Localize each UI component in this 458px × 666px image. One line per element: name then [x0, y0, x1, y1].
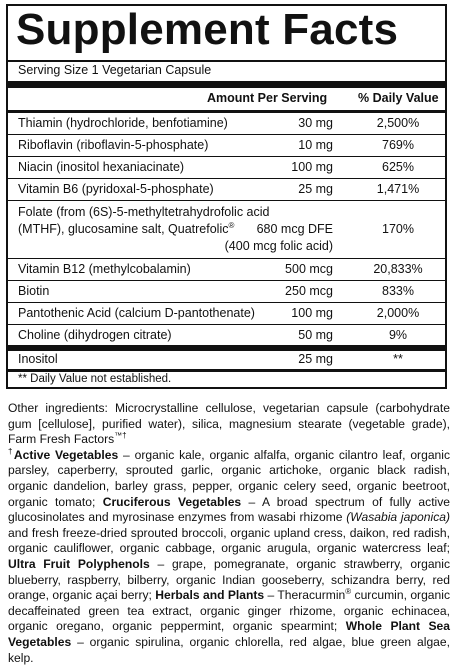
- other-ingredients-intro: [8, 401, 450, 448]
- nutrient-dv: 170%: [382, 222, 414, 236]
- nutrient-name: Inositol: [18, 352, 58, 366]
- nutrient-amount: 25 mg: [298, 182, 333, 196]
- cruciferous-text-cont: and fresh freeze-dried sprouted broccoli, organic upland cress, daikon, red radish, organic cauliflower, organic cabbage, organic arugula, organic watercress leaf;: [8, 525, 450, 556]
- row-divider: [8, 134, 445, 135]
- nutrient-dv: 1,471%: [376, 182, 420, 196]
- nutrient-name-cont: [18, 221, 234, 238]
- fruit-polyphenols-heading: Ultra Fruit Polyphenols: [8, 556, 150, 571]
- dv-header: % Daily Value: [358, 91, 439, 105]
- nutrient-dv: 2,500%: [376, 116, 420, 130]
- nutrient-dv: 625%: [382, 160, 414, 174]
- amount-header: Amount Per Serving: [207, 91, 328, 105]
- nutrient-amount: 50 mg: [298, 328, 333, 342]
- nutrient-amount: 30 mg: [298, 116, 333, 130]
- other-ingredients: [8, 401, 450, 666]
- cruciferous-text: – A broad spectrum of fully active glucosinolates and myrosinase enzymes from wasabi rhizome: [8, 494, 451, 525]
- fruit-polyphenols-text: – grape, pomegranate, organic strawberry, organic blueberry, raspberry, bilberry, organic Indian gooseberry, schizandra berry, red orange, organic açai berry;: [8, 556, 451, 603]
- title-divider: [8, 60, 445, 62]
- row-divider: [8, 156, 445, 157]
- row-divider: [8, 302, 445, 303]
- nutrient-amount: 500 mcg: [285, 262, 333, 276]
- nutrient-amount: 100 mg: [291, 306, 333, 320]
- cruciferous-heading: Cruciferous Vegetables: [102, 494, 242, 509]
- nutrient-amount: 10 mg: [298, 138, 333, 152]
- nutrient-name: Biotin: [18, 284, 50, 298]
- nutrient-amount: 100 mg: [291, 160, 333, 174]
- nutrient-dv: 833%: [382, 284, 414, 298]
- supplement-facts-panel: [6, 4, 447, 389]
- nutrient-dv: **: [393, 352, 403, 366]
- nutrient-name: Vitamin B6 (pyridoxal-5-phosphate): [18, 182, 214, 196]
- row-divider: [8, 324, 445, 325]
- row-divider: [8, 178, 445, 179]
- intro-text: Other ingredients: Microcrystalline cellulose, vegetarian capsule (carbohydrate gum [cellulose], purified water), silica, magnesium stearate (vegetable grade), Farm Fresh Factors: [8, 401, 450, 447]
- sea-vegetables-heading: Whole Plant Sea Vegetables: [8, 619, 450, 649]
- bottom-divider: [8, 369, 445, 372]
- registered-mark: ®: [345, 587, 352, 597]
- row-divider: [8, 258, 445, 259]
- nutrient-dv: 769%: [382, 138, 414, 152]
- trademark-mark: ™†: [114, 431, 127, 441]
- herbals-heading: Herbals and Plants: [155, 588, 265, 603]
- nutrient-amount-note: (400 mcg folic acid): [224, 239, 333, 253]
- wasabia-name: (Wasabia japonica): [346, 510, 450, 525]
- thick-divider-top: [8, 81, 445, 88]
- serving-size: Serving Size 1 Vegetarian Capsule: [18, 63, 212, 77]
- nutrient-name: Riboflavin (riboflavin-5-phosphate): [18, 138, 209, 152]
- header-divider: [8, 110, 445, 113]
- nutrient-name: Vitamin B12 (methylcobalamin): [18, 262, 191, 276]
- nutrient-name: Choline (dihydrogen citrate): [18, 328, 172, 342]
- nutrient-name-part: (MTHF), glucosamine salt, Quatrefolic: [18, 222, 229, 236]
- row-divider: [8, 200, 445, 201]
- nutrient-name: Pantothenic Acid (calcium D-pantothenate): [18, 306, 255, 320]
- nutrient-amount: 250 mcg: [285, 284, 333, 298]
- row-divider: [8, 280, 445, 281]
- dv-footnote: ** Daily Value not established.: [18, 373, 172, 385]
- active-vegetables-heading: Active Vegetables: [13, 447, 119, 462]
- nutrient-amount: 25 mg: [298, 352, 333, 366]
- nutrient-dv: 9%: [388, 328, 408, 342]
- sea-vegetables-text: – organic spirulina, organic chlorella, red algae, blue green algae, kelp.: [8, 634, 450, 665]
- nutrient-name: Niacin (inositol hexaniacinate): [18, 160, 185, 174]
- active-vegetables-text: – organic kale, organic alfalfa, organic cilantro leaf, organic parsley, caperberry, sprouted garlic, organic artichoke, organic black radish, organic dandelion, barley grass, pepper, organic celery seed, organic beetroot, organic tomato;: [8, 447, 450, 509]
- nutrient-name: Folate (from (6S)-5-methyltetrahydrofolic acid: [18, 205, 270, 219]
- nutrient-dv: 2,000%: [376, 306, 420, 320]
- herbals-text-cont: curcumin, organic decaffeinated green tea extract, organic ginger rhizome, organic echinacea, organic oregano, organic peppermint, organic spearmint;: [8, 588, 450, 634]
- farm-fresh-factors: [8, 448, 450, 666]
- dagger-mark: †: [8, 446, 14, 456]
- registered-mark: ®: [228, 220, 235, 230]
- nutrient-name: Thiamin (hydrochloride, benfotiamine): [18, 116, 228, 130]
- herbals-text: – Theracurmin: [264, 588, 346, 603]
- nutrient-dv: 20,833%: [373, 262, 423, 276]
- nutrient-amount: 680 mcg DFE: [256, 222, 333, 236]
- panel-title: Supplement Facts: [16, 5, 399, 54]
